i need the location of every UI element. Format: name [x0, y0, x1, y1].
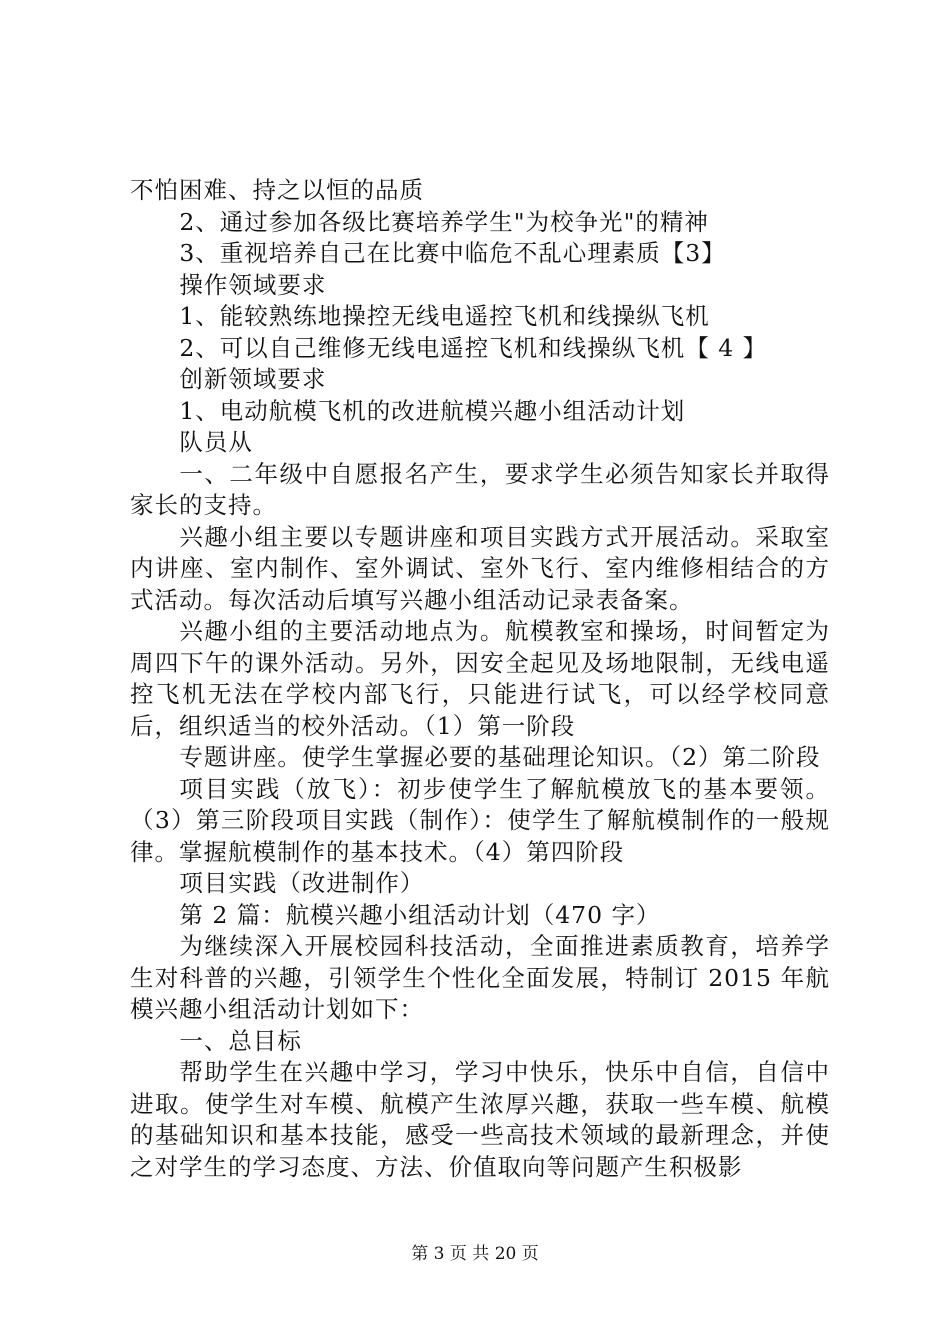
paragraph: 兴趣小组的主要活动地点为。航模教室和操场，时间暂定为周四下午的课外活动。另外，因安全起见及场地限制，无线电遥控飞机无法在学校内部飞行，只能进行试飞，可以经学校同意后，组织适当的校外活动。（1）第一阶段	[130, 617, 830, 740]
paragraph: 项目实践（改进制作）	[179, 869, 425, 897]
paragraph: 项目实践（放飞）：初步使学生了解航模放飞的基本要领。（3）第三阶段项目实践（制作）：使学生了解航模制作的一般规律。掌握航模制作的基本技术。（4）第四阶段	[130, 774, 830, 866]
paragraph: 3、重视培养自己在比赛中临危不乱心理素质【3】	[179, 239, 726, 267]
document-body	[130, 175, 830, 1183]
paragraph: 操作领域要求	[179, 270, 327, 299]
paragraph: 兴趣小组主要以专题讲座和项目实践方式开展活动。采取室内讲座、室内制作、室外调试、室外飞行、室内维修相结合的方式活动。每次活动后填写兴趣小组活动记录表备案。	[130, 522, 830, 614]
paragraph: 第 2 篇：航模兴趣小组活动计划（470 字）	[179, 900, 661, 929]
paragraph: 2、通过参加各级比赛培养学生"为校争光"的精神	[179, 207, 709, 236]
paragraph: 1、电动航模飞机的改进航模兴趣小组活动计划	[179, 396, 686, 425]
paragraph: 不怕困难、持之以恒的品质	[130, 176, 424, 204]
paragraph: 专题讲座。使学生掌握必要的基础理论知识。（2）第二阶段	[179, 743, 821, 771]
paragraph: 2、可以自己维修无线电遥控飞机和线操纵飞机【 4 】	[179, 333, 768, 362]
paragraph: 1、能较熟练地操控无线电遥控飞机和线操纵飞机	[179, 302, 710, 330]
paragraph: 一、总目标	[179, 1026, 302, 1055]
paragraph: 创新领域要求	[179, 365, 327, 393]
paragraph: 为继续深入开展校园科技活动，全面推进素质教育，培养学生对科普的兴趣，引领学生个性化全面发展，特制订 2015 年航模兴趣小组活动计划如下：	[130, 932, 830, 1023]
page-footer: 第 3 页 共 20 页	[411, 1244, 539, 1264]
paragraph: 一、二年级中自愿报名产生，要求学生必须告知家长并取得家长的支持。	[130, 459, 830, 519]
paragraph: 队员从	[179, 428, 253, 456]
paragraph: 帮助学生在兴趣中学习，学习中快乐，快乐中自信，自信中进取。使学生对车模、航模产生浓厚兴趣，获取一些车模、航模的基础知识和基本技能，感受一些高技术领域的最新理念，并使之对学生的学习态度、方法、价值取向等问题产生积极影	[130, 1058, 830, 1181]
